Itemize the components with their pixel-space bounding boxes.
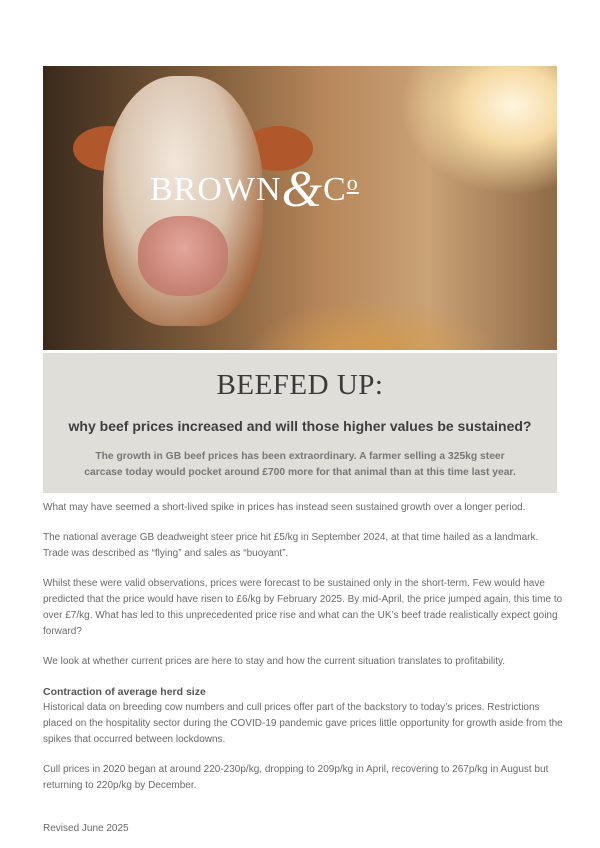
brand-logo: $BROWN\&C^o$ xyxy=(150,161,359,218)
paragraph: What may have seemed a short-lived spike in prices has instead seen sustained growth over a longer period. xyxy=(43,502,526,513)
article-body xyxy=(43,500,563,808)
page-title: BEEFED UP: xyxy=(216,369,384,401)
paragraph: Historical data on breeding cow numbers and cull prices offer part of the backstory to today’s prices. Restrictions placed on the hospitality sector during the COVID-19 pandemic gave prices little opportunity for growth aside from the spikes that occurred between lockdowns. xyxy=(43,702,563,745)
paragraph: Whilst these were valid observations, prices were forecast to be sustained only in the short-term. Few would have predicted that the price would have risen to £6/kg by February 2025. By mid-April, the price jumped again, this time to over £7/kg. What has led to this unprecedented price rise and what can the UK’s beef trade realistically expect going forward? xyxy=(43,578,563,637)
page-subtitle: why beef prices increased and will those higher values be sustained? xyxy=(68,418,532,434)
paragraph: Cull prices in 2020 began at around 220-230p/kg, dropping to 209p/kg in April, recovering to 267p/kg in August but returning to 220p/kg by December. xyxy=(43,764,549,791)
cow-nose xyxy=(138,216,228,296)
section-heading: Contraction of average herd size xyxy=(43,686,206,698)
revised-date: Revised June 2025 xyxy=(43,823,129,834)
paragraph: We look at whether current prices are here to stay and how the current situation translates to profitability. xyxy=(43,656,506,667)
paragraph: The national average GB deadweight steer price hit £5/kg in September 2024, at that time hailed as a landmark. Trade was described as “flying” and sales as “buoyant”. xyxy=(43,532,539,559)
lead-paragraph: The growth in GB beef prices has been extraordinary. A farmer selling a 325kg steer carcase today would pocket around £700 more for that animal than at this time last year. xyxy=(84,451,516,478)
header-box xyxy=(43,353,557,493)
hero-image xyxy=(43,66,557,350)
